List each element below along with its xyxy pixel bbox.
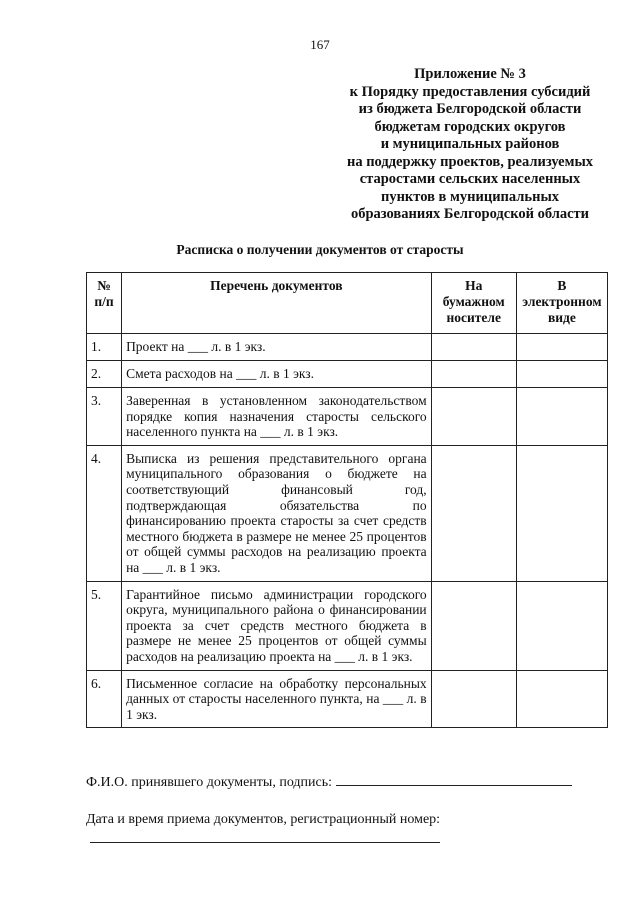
- header-paper: На бумажном носителе: [431, 273, 516, 334]
- header-electronic: В электронном виде: [516, 273, 607, 334]
- row-document: Проект на ___ л. в 1 экз.: [122, 334, 432, 361]
- paper-cell[interactable]: [431, 388, 516, 446]
- row-number: 6.: [87, 670, 122, 728]
- row-document: Заверенная в установленном законодательством порядке копия назначения старосты сельского населенного пункта на ___ л. в 1 экз.: [122, 388, 432, 446]
- paper-cell[interactable]: [431, 445, 516, 581]
- row-number: 4.: [87, 445, 122, 581]
- header-num: № п/п: [87, 273, 122, 334]
- signature-line: [86, 773, 606, 791]
- table-row: [87, 581, 608, 670]
- appendix-line: бюджетам городских округов: [374, 118, 566, 135]
- electronic-cell[interactable]: [516, 361, 607, 388]
- appendix-line: и муниципальных районов: [380, 136, 560, 152]
- row-number: 5.: [87, 581, 122, 670]
- paper-cell[interactable]: [431, 334, 516, 361]
- table-row: [87, 445, 608, 581]
- appendix-header: [320, 66, 620, 224]
- appendix-line: из бюджета Белгородской области: [358, 101, 582, 117]
- table-header-row: [87, 273, 608, 334]
- table-row: [87, 361, 608, 388]
- document-title: Расписка о получении документов от старосты: [176, 242, 464, 257]
- electronic-cell[interactable]: [516, 445, 607, 581]
- electronic-cell[interactable]: [516, 670, 607, 728]
- date-registration-field[interactable]: [90, 842, 440, 843]
- table-row: [87, 388, 608, 446]
- row-document: Смета расходов на ___ л. в 1 экз.: [122, 361, 432, 388]
- signature-label: Ф.И.О. принявшего документы, подпись:: [86, 775, 333, 790]
- appendix-line: образованиях Белгородской области: [350, 206, 590, 222]
- appendix-line: Приложение № 3: [414, 66, 526, 82]
- row-document: Выписка из решения представительного органа муниципального образования о бюджете на соответствующий финансовый год, подтверждающая обязательства по финансированию проекта старосты за счет средств местного бюджета в размере не менее 25 процентов от общей суммы расходов на реализацию проекта на ___ л. в 1 экз.: [122, 445, 432, 581]
- row-number: 3.: [87, 388, 122, 446]
- electronic-cell[interactable]: [516, 581, 607, 670]
- date-line: Дата и время приема документов, регистрационный номер:: [86, 812, 441, 827]
- electronic-cell[interactable]: [516, 388, 607, 446]
- paper-cell[interactable]: [431, 361, 516, 388]
- documents-table: [86, 272, 608, 728]
- row-document: Гарантийное письмо администрации городского округа, муниципального района о финансировании проекта за счет средств местного бюджета в размере не менее 25 процентов от общей суммы расходов на реализацию проекта на ___ л. в 1 экз.: [122, 581, 432, 670]
- electronic-cell[interactable]: [516, 334, 607, 361]
- signature-field[interactable]: [336, 773, 572, 786]
- appendix-line: на поддержку проектов, реализуемых: [346, 153, 594, 170]
- row-document: Письменное согласие на обработку персональных данных от старосты населенного пункта, на ___ л. в 1 экз.: [122, 670, 432, 728]
- paper-cell[interactable]: [431, 581, 516, 670]
- appendix-line: старостами сельских населенных: [359, 171, 581, 187]
- row-number: 1.: [87, 334, 122, 361]
- row-number: 2.: [87, 361, 122, 388]
- appendix-line: к Порядку предоставления субсидий: [349, 83, 591, 100]
- appendix-line: пунктов в муниципальных: [380, 188, 560, 205]
- paper-cell[interactable]: [431, 670, 516, 728]
- header-documents: Перечень документов: [122, 273, 432, 334]
- page-number: 167: [310, 37, 330, 52]
- table-row: [87, 670, 608, 728]
- table-row: [87, 334, 608, 361]
